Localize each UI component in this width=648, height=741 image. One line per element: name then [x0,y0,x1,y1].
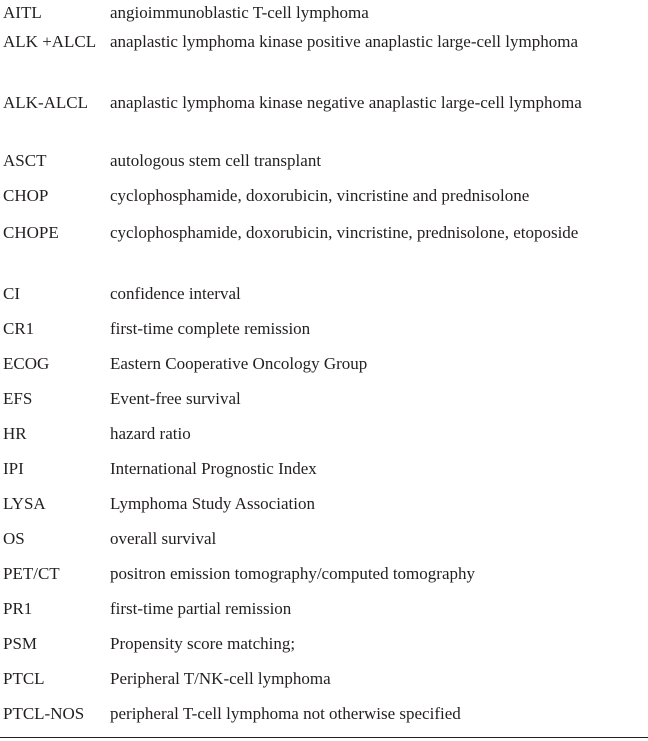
table-row [0,596,648,622]
abbreviation-term: PR1 [3,599,33,618]
table-row [0,0,648,26]
abbreviation-definition: first-time partial remission [110,599,292,618]
table-row [0,561,648,587]
abbreviation-definition: Eastern Cooperative Oncology Group [110,354,368,373]
abbreviation-definition: first-time complete remission [110,319,311,338]
abbreviation-term: ALK-ALCL [3,93,88,112]
abbreviation-term: PSM [3,634,38,653]
abbreviation-definition: cyclophosphamide, doxorubicin, vincristine, prednisolone, etoposide [110,223,579,242]
table-row [0,281,648,307]
table-row [0,27,648,57]
abbreviation-term: LYSA [3,494,46,513]
table-row [0,421,648,447]
abbreviation-definition: anaplastic lymphoma kinase negative anaplastic large-cell lymphoma [110,93,582,112]
abbreviation-term: CI [3,284,20,303]
abbreviation-definition: Lymphoma Study Association [110,494,315,513]
abbreviation-definition: Event-free survival [110,389,241,408]
table-row [0,88,648,118]
abbreviation-term: AITL [3,3,42,22]
abbreviation-definition: positron emission tomography/computed tomography [110,564,475,583]
table-row [0,218,648,248]
abbreviation-definition: cyclophosphamide, doxorubicin, vincristine and prednisolone [110,186,530,205]
table-row [0,491,648,517]
table-row [0,456,648,482]
abbreviation-term: CHOP [3,186,49,205]
abbreviation-term: PTCL [3,669,45,688]
abbreviation-definition: International Prognostic Index [110,459,317,478]
abbreviation-term: PTCL-NOS [3,704,85,723]
abbreviation-term: ASCT [3,151,47,170]
abbreviation-definition: hazard ratio [110,424,191,443]
table-row [0,183,648,209]
table-row [0,351,648,377]
abbreviation-definition: Propensity score matching; [110,634,296,653]
abbreviation-definition: confidence interval [110,284,241,303]
table-row [0,666,648,692]
table-row [0,386,648,412]
table-bottom-rule [0,737,648,738]
abbreviation-term: ECOG [3,354,50,373]
abbreviation-definition: overall survival [110,529,217,548]
table-row [0,316,648,342]
abbreviation-definition: autologous stem cell transplant [110,151,322,170]
abbreviation-term: IPI [3,459,24,478]
table-row [0,701,648,727]
abbreviation-definition: anaplastic lymphoma kinase positive anaplastic large-cell lymphoma [110,32,578,51]
abbreviation-term: EFS [3,389,33,408]
abbreviation-term: OS [3,529,25,548]
abbreviation-term: HR [3,424,27,443]
table-row [0,526,648,552]
abbreviation-definition: peripheral T-cell lymphoma not otherwise specified [110,704,461,723]
table-row [0,148,648,174]
abbreviation-term: ALK +ALCL [3,32,97,51]
table-row [0,631,648,657]
abbreviation-term: CR1 [3,319,35,338]
abbreviation-definition: Peripheral T/NK-cell lymphoma [110,669,331,688]
abbreviation-definition: angioimmunoblastic T-cell lymphoma [110,3,369,22]
abbreviation-term: PET/CT [3,564,60,583]
abbreviation-term: CHOPE [3,223,59,242]
